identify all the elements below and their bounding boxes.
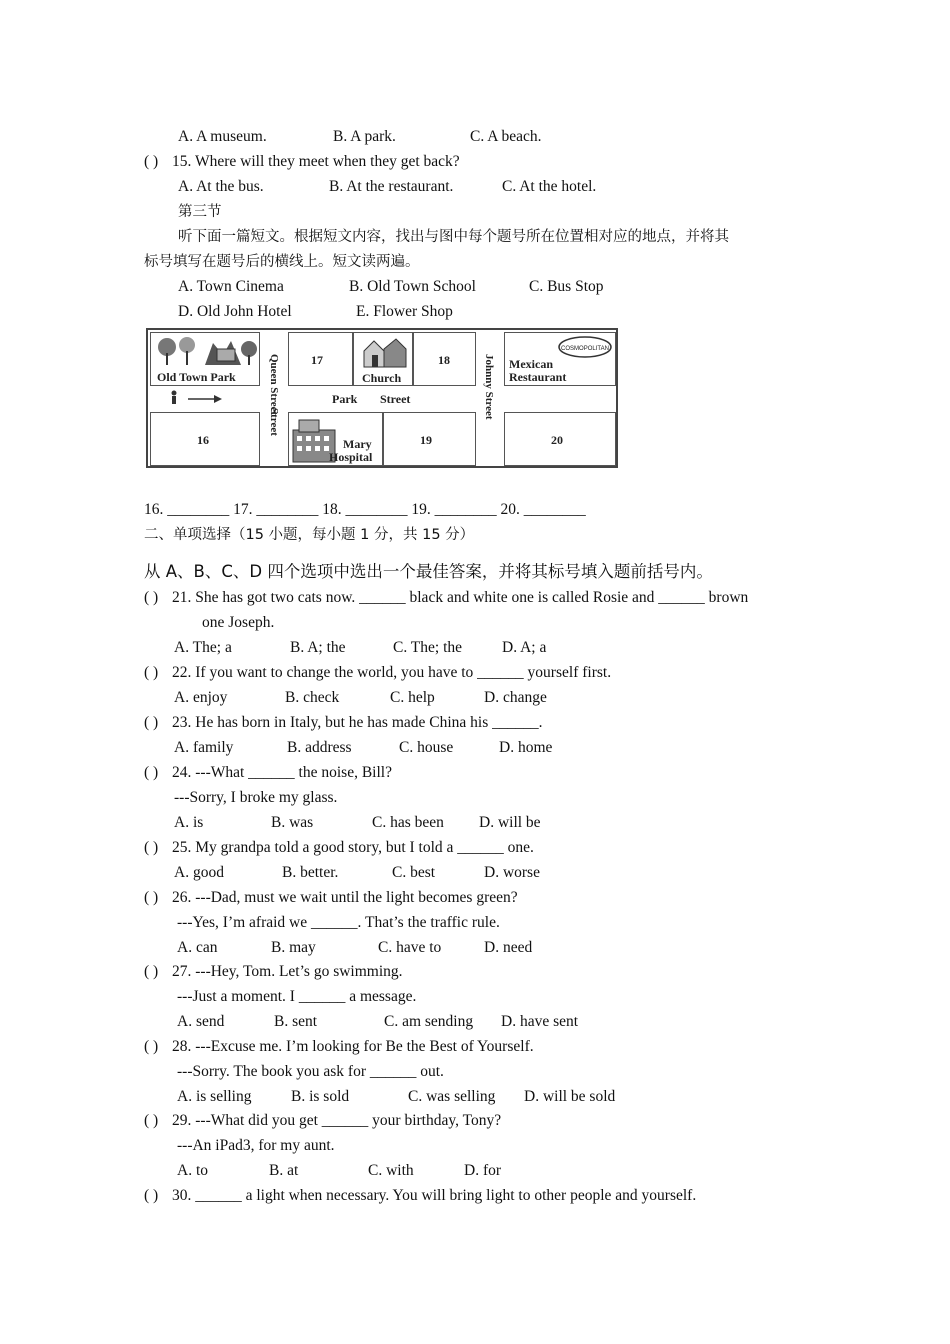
q28-option-b: B. is sold: [291, 1088, 350, 1105]
old-town-park-label: Old Town Park: [157, 370, 236, 384]
q14-option-a: A. A museum.: [178, 128, 267, 145]
hospital-label: Hospital: [329, 450, 373, 464]
section3-title: 第三节: [178, 204, 222, 220]
number-19: 19: [420, 433, 432, 447]
church-label: Church: [362, 371, 402, 385]
number-17: 17: [311, 353, 323, 367]
choice-b: B. Old Town School: [349, 278, 476, 295]
q21-option-b: B. A; the: [290, 639, 346, 656]
q21-option-d: D. A; a: [502, 639, 547, 656]
q29-option-c: C. with: [368, 1162, 414, 1179]
q21-paren: ( ): [144, 589, 159, 606]
part2-instructions: 从 A、B、C、D 四个选项中选出一个最佳答案，并将其标号填入题前括号内。: [144, 562, 713, 581]
answer-blanks[interactable]: 16. ________ 17. ________ 18. ________ 19. ________ 20. ________: [144, 501, 586, 518]
q27-stem-cont: ---Just a moment. I ______ a message.: [177, 988, 417, 1005]
mexican-restaurant-block: [504, 332, 616, 386]
mary-label: Mary: [343, 437, 372, 451]
q30-paren: ( ): [144, 1187, 159, 1204]
q23-option-b: B. address: [287, 739, 352, 756]
q24-option-d: D. will be: [479, 814, 541, 831]
park-trees-icon: [153, 335, 259, 369]
q26-option-a: A. can: [177, 939, 218, 956]
q28-option-c: C. was selling: [408, 1088, 496, 1105]
block-19: [383, 412, 476, 466]
q29-stem-cont: ---An iPad3, for my aunt.: [177, 1137, 335, 1154]
q29-option-a: A. to: [177, 1162, 208, 1179]
q27-option-c: C. am sending: [384, 1013, 474, 1030]
q25-option-a: A. good: [174, 864, 224, 881]
q30-stem: 30. ______ a light when necessary. You will bring light to other people and yourself.: [172, 1187, 697, 1204]
johnny-street-label: Johnny Street: [483, 354, 495, 420]
q24-option-a: A. is: [174, 814, 204, 831]
q29-option-b: B. at: [269, 1162, 299, 1179]
q23-stem: 23. He has born in Italy, but he has made China his ______.: [172, 714, 543, 731]
old-town-park-block: [150, 332, 260, 386]
q23-option-d: D. home: [499, 739, 553, 756]
choice-c: C. Bus Stop: [529, 278, 604, 295]
q27-stem: 27. ---Hey, Tom. Let’s go swimming.: [172, 963, 403, 980]
q22-paren: ( ): [144, 664, 159, 681]
q21-stem: 21. She has got two cats now. ______ black and white one is called Rosie and ______ brown: [172, 589, 749, 606]
q25-stem: 25. My grandpa told a good story, but I told a ______ one.: [172, 839, 534, 856]
q15-option-b: B. At the restaurant.: [329, 178, 454, 195]
q15-stem: 15. Where will they meet when they get back?: [172, 153, 460, 170]
q22-option-c: C. help: [390, 689, 435, 706]
q22-stem: 22. If you want to change the world, you have to ______ yourself first.: [172, 664, 612, 681]
part2-heading: 二、单项选择（15 小题，每小题 1 分，共 15 分）: [144, 527, 475, 543]
q21-option-c: C. The; the: [393, 639, 463, 656]
restaurant-label: Restaurant: [509, 370, 567, 384]
q24-stem-cont: ---Sorry, I broke my glass.: [174, 789, 338, 806]
q29-paren: ( ): [144, 1112, 159, 1129]
q29-stem: 29. ---What did you get ______ your birthday, Tony?: [172, 1112, 502, 1129]
mary-hospital-block: [288, 412, 383, 466]
block-17: [288, 332, 353, 386]
q24-option-b: B. was: [271, 814, 314, 831]
q26-stem: 26. ---Dad, must we wait until the light becomes green?: [172, 889, 518, 906]
q29-option-d: D. for: [464, 1162, 502, 1179]
q24-stem: 24. ---What ______ the noise, Bill?: [172, 764, 392, 781]
q28-paren: ( ): [144, 1038, 159, 1055]
q25-option-d: D. worse: [484, 864, 540, 881]
q14-option-c: C. A beach.: [470, 128, 542, 145]
q26-option-c: C. have to: [378, 939, 442, 956]
q22-option-d: D. change: [484, 689, 547, 706]
q26-stem-cont: ---Yes, I’m afraid we ______. That’s the traffic rule.: [177, 914, 500, 931]
q27-option-a: A. send: [177, 1013, 225, 1030]
number-16: 16: [197, 433, 209, 447]
town-map: [146, 328, 618, 468]
person-arrow-icon: [168, 390, 228, 406]
queen-street-label-bottom: Street: [268, 408, 280, 436]
section3-instructions-line1: 听下面一篇短文。根据短文内容，找出与图中每个题号所在位置相对应的地点，并将其: [178, 229, 729, 245]
block-16: [150, 412, 260, 466]
q28-stem-cont: ---Sorry. The book you ask for ______ out.: [177, 1063, 444, 1080]
section3-instructions-line2: 标号填写在题号后的横线上。短文读两遍。: [144, 254, 420, 270]
q23-option-a: A. family: [174, 739, 234, 756]
q27-paren: ( ): [144, 963, 159, 980]
q24-paren: ( ): [144, 764, 159, 781]
q28-stem: 28. ---Excuse me. I’m looking for Be the Best of Yourself.: [172, 1038, 534, 1055]
number-20: 20: [551, 433, 563, 447]
mexican-label: Mexican: [509, 357, 553, 371]
choice-d: D. Old John Hotel: [178, 303, 292, 320]
q27-option-d: D. have sent: [501, 1013, 579, 1030]
q26-option-b: B. may: [271, 939, 316, 956]
q22-option-a: A. enjoy: [174, 689, 228, 706]
q21-stem-cont: one Joseph.: [202, 614, 275, 631]
q23-paren: ( ): [144, 714, 159, 731]
q26-option-d: D. need: [484, 939, 533, 956]
q25-option-c: C. best: [392, 864, 436, 881]
church-icon: [358, 335, 408, 369]
q14-option-b: B. A park.: [333, 128, 396, 145]
q25-option-b: B. better.: [282, 864, 339, 881]
q27-option-b: B. sent: [274, 1013, 318, 1030]
number-18: 18: [438, 353, 450, 367]
queen-street-label-top: Queen Street: [268, 354, 280, 416]
q28-option-a: A. is selling: [177, 1088, 252, 1105]
logo-text: COSMOPOLITAN: [561, 346, 609, 352]
choice-e: E. Flower Shop: [356, 303, 453, 320]
q25-paren: ( ): [144, 839, 159, 856]
q24-option-c: C. has been: [372, 814, 444, 831]
q15-option-a: A. At the bus.: [178, 178, 264, 195]
block-18: [413, 332, 476, 386]
q23-option-c: C. house: [399, 739, 454, 756]
q22-option-b: B. check: [285, 689, 340, 706]
q15-option-c: C. At the hotel.: [502, 178, 597, 195]
q26-paren: ( ): [144, 889, 159, 906]
q21-option-a: A. The; a: [174, 639, 232, 656]
cosmopolitan-logo-icon: [557, 335, 613, 359]
block-20: [504, 412, 616, 466]
park-street-label-1: Park: [332, 392, 358, 406]
choice-a: A. Town Cinema: [178, 278, 284, 295]
church-block: [353, 332, 413, 386]
q28-option-d: D. will be sold: [524, 1088, 616, 1105]
park-street-label-2: Street: [380, 392, 411, 406]
q15-paren: ( ): [144, 153, 159, 170]
